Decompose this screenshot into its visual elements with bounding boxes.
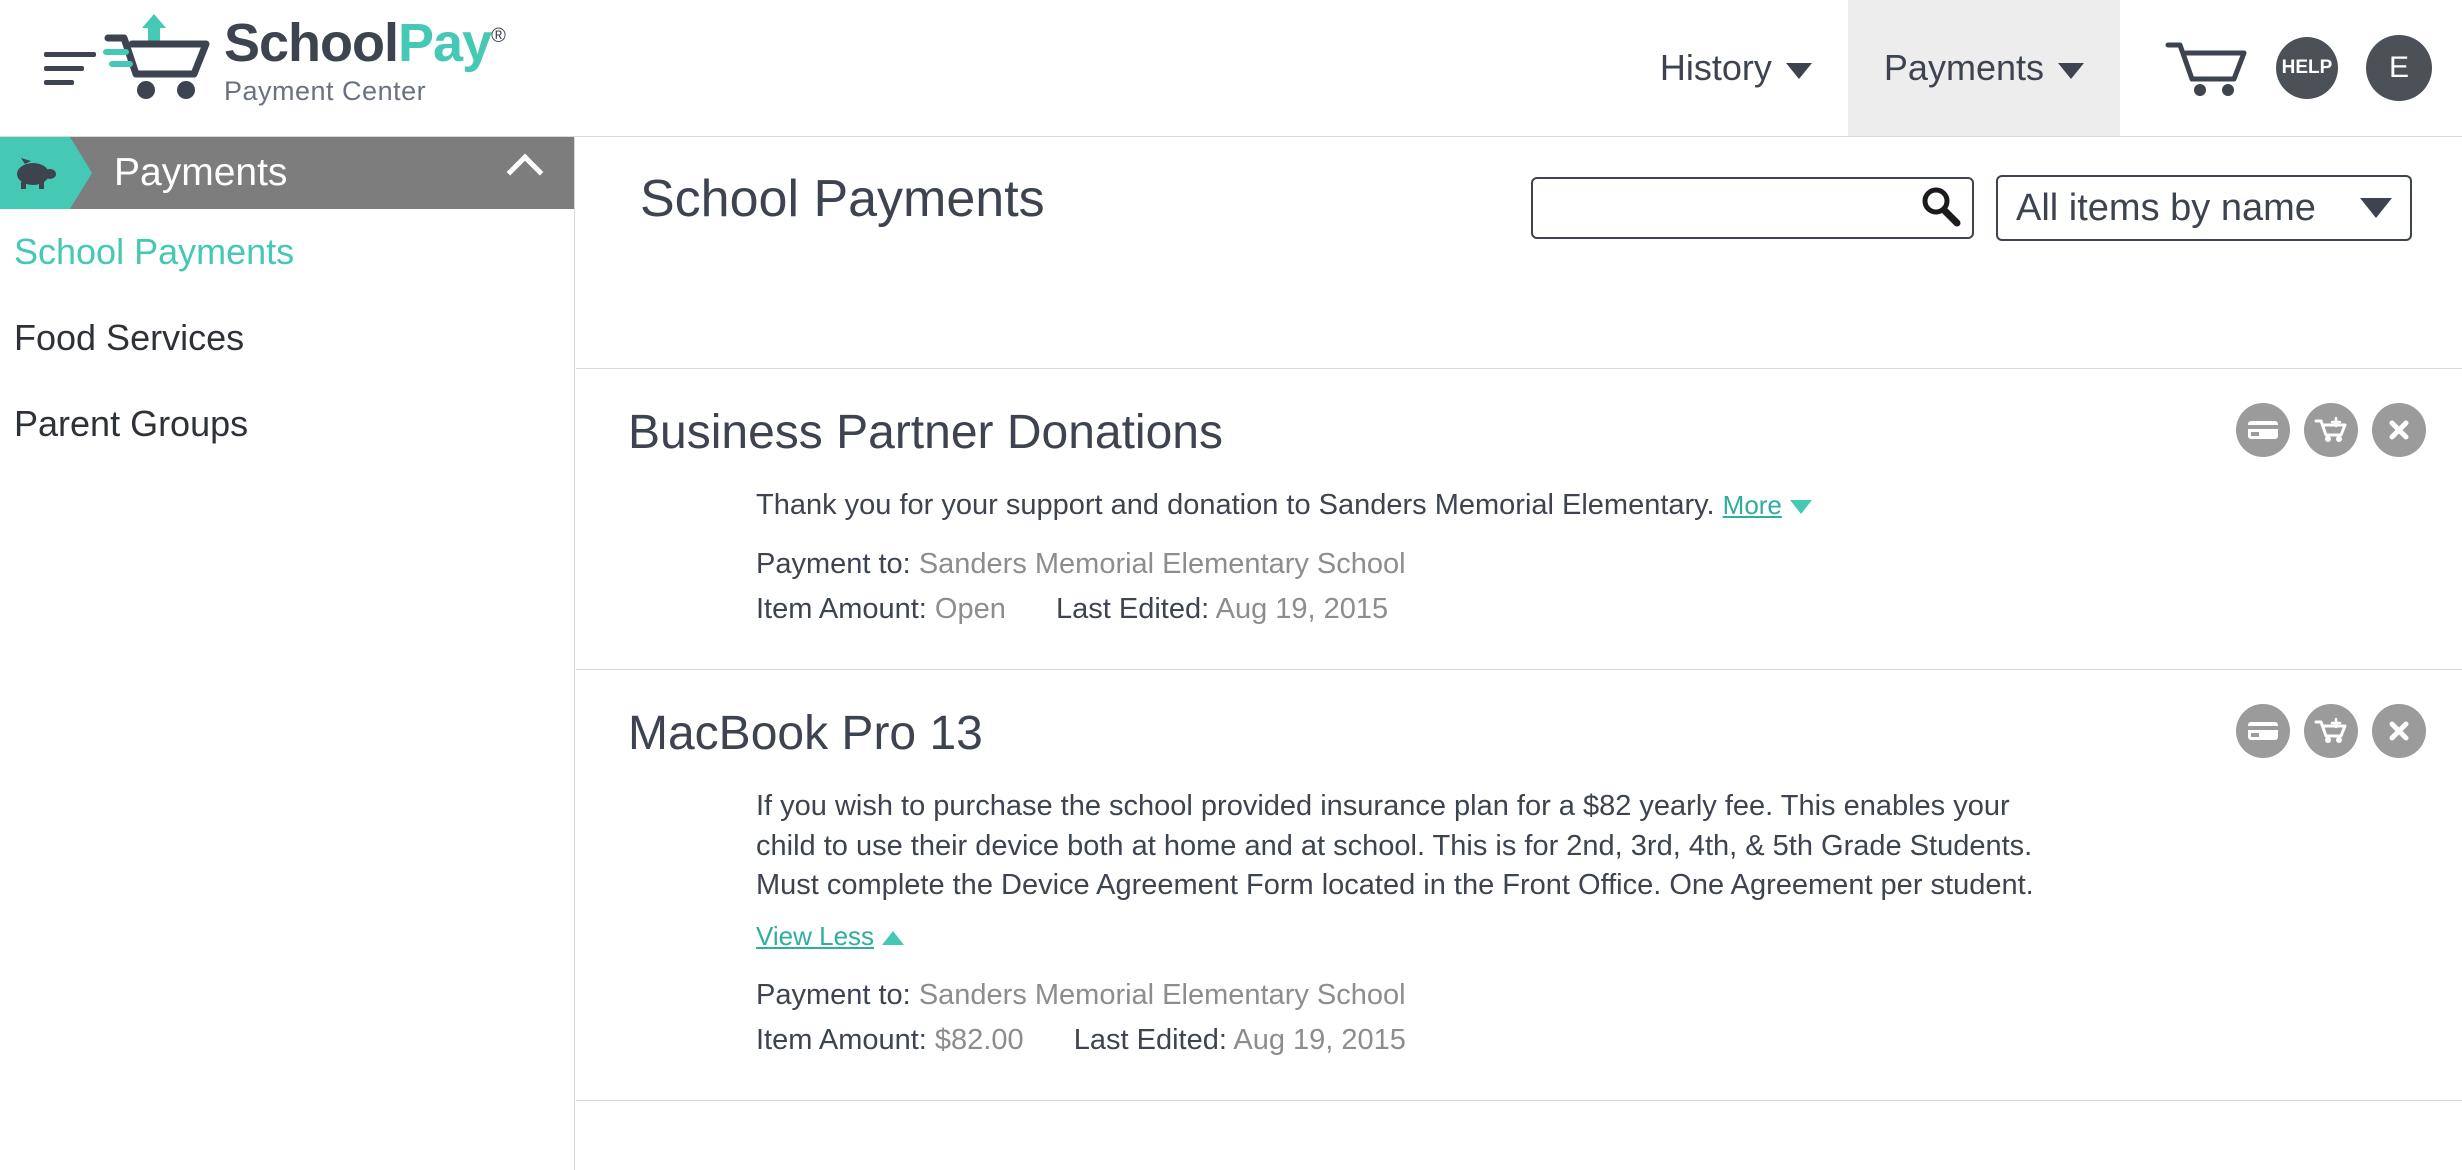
chevron-down-icon (2058, 63, 2084, 79)
nav-item-payments[interactable] (1848, 0, 2120, 136)
payment-to-label: Payment to: (756, 548, 911, 581)
avatar[interactable] (2366, 35, 2432, 101)
sidebar-item-food-services[interactable] (0, 295, 574, 381)
help-label: HELP (2281, 57, 2333, 78)
brand-school: School (224, 13, 399, 73)
item-description: Thank you for your support and donation to Sanders Memorial Elementary. (756, 489, 1715, 521)
item-body (756, 486, 2066, 629)
sidebar-item-label: Food Services (14, 317, 245, 358)
top-nav (1624, 0, 2462, 136)
shopping-cart-icon[interactable] (2164, 37, 2248, 99)
chevron-down-icon (1786, 63, 1812, 79)
app-header (0, 0, 2462, 137)
payment-item-row (576, 670, 2462, 1101)
payment-to-value: Sanders Memorial Elementary School (918, 548, 1406, 581)
remove-icon[interactable] (2372, 704, 2426, 758)
item-amount-value: Open (934, 593, 1006, 626)
sidebar-section-header[interactable] (0, 137, 574, 209)
item-meta (756, 545, 2066, 629)
item-amount-value: $82.00 (934, 1024, 1024, 1057)
triangle-down-icon (1790, 500, 1812, 514)
item-description: If you wish to purchase the school provided insurance plan for a $82 yearly fee. This enables your child to use their device both at home and at school. This is for 2nd, 3rd, 4th, & 5th Grade Students. Must complete the Device Agreement Form located in the Front Office. One Agreement per student. (756, 790, 2034, 901)
last-edited-label: Last Edited: (1073, 1024, 1227, 1057)
schoolpay-cart-icon (102, 8, 222, 108)
help-button[interactable] (2276, 37, 2338, 99)
item-amount-label: Item Amount: (756, 1024, 927, 1057)
sidebar-item-parent-groups[interactable] (0, 381, 574, 467)
item-actions (2236, 403, 2426, 457)
item-toggle-wrap (756, 917, 2066, 956)
filter-select[interactable] (1996, 175, 2412, 241)
search-input[interactable] (1533, 193, 1918, 224)
page-title: School Payments (640, 170, 1045, 228)
main-header (576, 137, 2462, 369)
sidebar-item-label: Parent Groups (14, 403, 249, 444)
chevron-up-icon[interactable] (507, 154, 544, 191)
menu-hamburger-icon[interactable] (44, 8, 96, 94)
sidebar-section-title: Payments (114, 151, 288, 194)
sidebar-item-school-payments[interactable] (0, 209, 574, 295)
add-to-cart-icon[interactable] (2304, 704, 2358, 758)
nav-icon-group (2120, 0, 2462, 136)
pay-card-icon[interactable] (2236, 403, 2290, 457)
payment-to-value: Sanders Memorial Elementary School (918, 978, 1406, 1011)
sidebar-item-label: School Payments (14, 231, 295, 272)
payment-to-label: Payment to: (756, 978, 911, 1011)
brand-logo[interactable] (44, 8, 505, 108)
item-actions (2236, 704, 2426, 758)
item-meta (756, 976, 2066, 1060)
last-edited-value: Aug 19, 2015 (1233, 1024, 1406, 1057)
nav-item-history[interactable] (1624, 0, 1848, 136)
main-content (576, 137, 2462, 1170)
pay-card-icon[interactable] (2236, 704, 2290, 758)
item-more-toggle[interactable]: More (1722, 490, 1782, 520)
sidebar (0, 137, 575, 1170)
item-title: MacBook Pro 13 (628, 707, 983, 761)
nav-item-payments-label: Payments (1883, 47, 2044, 88)
last-edited-label: Last Edited: (1056, 593, 1210, 626)
payment-item-row (576, 369, 2462, 670)
triangle-up-icon (882, 931, 904, 945)
filter-select-value: All items by name (2016, 186, 2316, 229)
brand-subtitle: Payment Center (224, 76, 427, 106)
item-payment-to-line (756, 545, 2066, 584)
item-amount-line (756, 590, 2066, 629)
item-amount-line (756, 1021, 2066, 1060)
search-icon[interactable] (1918, 184, 1962, 233)
brand-wordmark (224, 8, 505, 107)
item-description-wrap (756, 486, 2066, 525)
add-to-cart-icon[interactable] (2304, 403, 2358, 457)
item-body (756, 787, 2066, 1060)
last-edited-value: Aug 19, 2015 (1215, 593, 1389, 626)
piggy-bank-icon (0, 137, 70, 209)
avatar-initial: E (2388, 51, 2409, 84)
nav-item-history-label: History (1659, 47, 1772, 88)
item-payment-to-line (756, 976, 2066, 1015)
item-view-less-toggle[interactable]: View Less (756, 920, 875, 951)
brand-pay: Pay (398, 13, 492, 73)
search-box[interactable] (1531, 177, 1974, 239)
item-amount-label: Item Amount: (756, 593, 927, 626)
brand-registered: ® (491, 25, 505, 47)
item-title: Business Partner Donations (628, 406, 1223, 459)
chevron-down-icon (2360, 198, 2392, 218)
remove-icon[interactable] (2372, 403, 2426, 457)
